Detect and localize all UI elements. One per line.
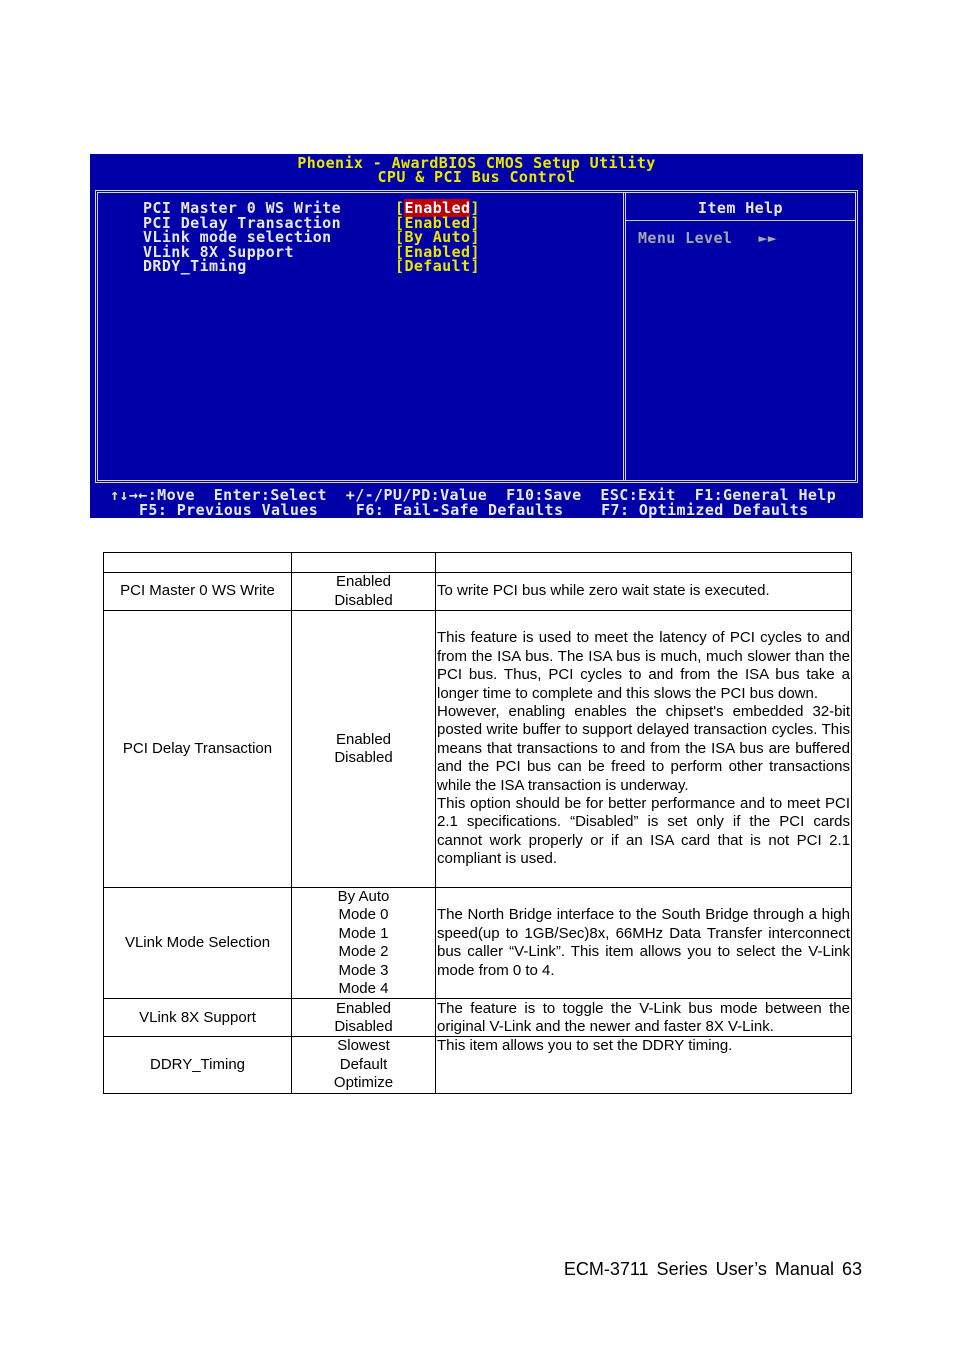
option-value: Disabled bbox=[334, 749, 393, 766]
table-header-cell bbox=[292, 553, 436, 573]
bios-setting-label[interactable]: VLink 8X Support bbox=[143, 242, 294, 261]
item-name: VLink Mode Selection bbox=[104, 888, 292, 999]
option-value: Mode 1 bbox=[338, 924, 389, 942]
option-value: Mode 0 bbox=[338, 906, 389, 924]
item-description bbox=[436, 1037, 852, 1093]
bios-title-bar bbox=[90, 154, 863, 190]
bios-value-text: Enabled bbox=[404, 213, 471, 232]
item-options bbox=[292, 1037, 436, 1093]
item-name: PCI Master 0 WS Write bbox=[104, 573, 292, 611]
option-value: Disabled bbox=[334, 591, 393, 609]
bios-main-frame bbox=[95, 190, 858, 483]
description-paragraph: However, enabling enables the chipset's embedded 32-bit posted write buffer to support delayed transaction cycles. This means that transactions to and from the ISA bus are buffered and the PCI bus can be freed to perform other transactions while the ISA transaction is underway. bbox=[437, 702, 850, 794]
bios-key-legend-line1: ↑↓→←:Move Enter:Select +/-/PU/PD:Value F10:Save ESC:Exit F1:General Help bbox=[110, 486, 837, 504]
option-value: By Auto bbox=[337, 888, 390, 905]
option-value: Mode 4 bbox=[338, 980, 389, 998]
bios-setting-value[interactable]: [Enabled] bbox=[395, 213, 480, 232]
bios-value-text: Enabled bbox=[404, 242, 471, 261]
bios-value-text: Default bbox=[404, 257, 471, 275]
description-paragraph: This feature is used to meet the latency of PCI cycles to and from the ISA bus. The ISA bus is much, much slower than the PCI bus. Thus, PCI cycles to and from the ISA bus take a longer time to complete and this slows the PCI bus down. bbox=[437, 629, 850, 702]
table-row bbox=[104, 1037, 852, 1093]
option-value: Disabled bbox=[334, 1017, 393, 1035]
description-paragraph: This item allows you to set the DDRY timing. bbox=[437, 1037, 733, 1055]
bios-subtitle: CPU & PCI Bus Control bbox=[377, 168, 576, 186]
option-value: Default bbox=[339, 1055, 388, 1073]
option-value: Enabled bbox=[335, 573, 392, 591]
item-options bbox=[292, 999, 436, 1037]
bios-key-legend bbox=[90, 488, 863, 544]
item-description bbox=[436, 999, 852, 1037]
options-table bbox=[103, 552, 852, 1094]
double-arrow-icon: ►► bbox=[758, 229, 778, 247]
bios-selected-value[interactable]: Enabled bbox=[404, 199, 471, 217]
option-value: Mode 2 bbox=[338, 943, 389, 961]
bios-setting-value[interactable]: [Enabled] bbox=[395, 199, 480, 217]
bios-pane-divider bbox=[623, 193, 626, 480]
table-row bbox=[104, 999, 852, 1037]
bios-title: Phoenix - AwardBIOS CMOS Setup Utility bbox=[297, 154, 656, 172]
table-header-cell bbox=[104, 553, 292, 573]
item-name: PCI Delay Transaction bbox=[104, 611, 292, 888]
bios-setting-value[interactable]: [Default] bbox=[395, 257, 480, 275]
bios-setting-value[interactable]: [Enabled] bbox=[395, 242, 480, 261]
bios-value-text: By Auto bbox=[404, 228, 471, 246]
bios-key-legend-line2: F5: Previous Values F6: Fail-Safe Defaults F7: Optimized Defaults bbox=[139, 501, 809, 519]
description-paragraph: The feature is to toggle the V-Link bus mode between the original V-Link and the newer and faster 8X V-Link. bbox=[437, 999, 850, 1035]
description-paragraph: To write PCI bus while zero wait state is executed. bbox=[437, 582, 770, 600]
menu-level-label: Menu Level bbox=[638, 229, 733, 247]
table-row bbox=[104, 888, 852, 999]
table-row bbox=[104, 573, 852, 611]
item-options bbox=[292, 888, 436, 999]
option-value: Optimize bbox=[333, 1074, 394, 1092]
description-paragraph: This option should be for better performance and to meet PCI 2.1 specifications. “Disabled” is set only if the PCI cards cannot work properly or if an ISA card that is not PCI 2.1 compliant is used. bbox=[437, 795, 850, 868]
item-help-title: Item Help bbox=[698, 199, 783, 217]
item-description bbox=[436, 611, 852, 888]
bios-setting-label[interactable]: VLink mode selection bbox=[143, 228, 332, 246]
bios-setting-label[interactable]: PCI Master 0 WS Write bbox=[143, 199, 342, 217]
item-description bbox=[436, 573, 852, 611]
item-options bbox=[292, 573, 436, 611]
bios-screen bbox=[90, 154, 863, 518]
option-value: Slowest bbox=[337, 1037, 390, 1055]
option-value: Mode 3 bbox=[338, 961, 389, 979]
table-header-cell bbox=[436, 553, 852, 573]
item-help-rule bbox=[626, 220, 855, 221]
description-paragraph: The North Bridge interface to the South Bridge through a high speed(up to 1GB/Sec)8x, 66MHz Data Transfer interconnect bus caller “V-Link”. This item allows you to select the V-Link mode from 0 to 4. bbox=[437, 906, 850, 979]
page-footer: ECM-3711 Series User’s Manual 63 bbox=[563, 1259, 862, 1279]
bios-setting-label[interactable]: DRDY_Timing bbox=[143, 257, 247, 275]
item-options bbox=[292, 611, 436, 888]
option-value: Enabled bbox=[335, 730, 392, 748]
table-header-row bbox=[104, 553, 852, 573]
menu-level bbox=[638, 231, 777, 245]
item-name: DDRY_Timing bbox=[104, 1037, 292, 1093]
table-row bbox=[104, 611, 852, 888]
bios-setting-label[interactable]: PCI Delay Transaction bbox=[143, 213, 342, 232]
item-name: VLink 8X Support bbox=[104, 999, 292, 1037]
bios-setting-value[interactable]: [By Auto] bbox=[395, 228, 480, 246]
option-value: Enabled bbox=[335, 999, 392, 1017]
item-description bbox=[436, 888, 852, 999]
